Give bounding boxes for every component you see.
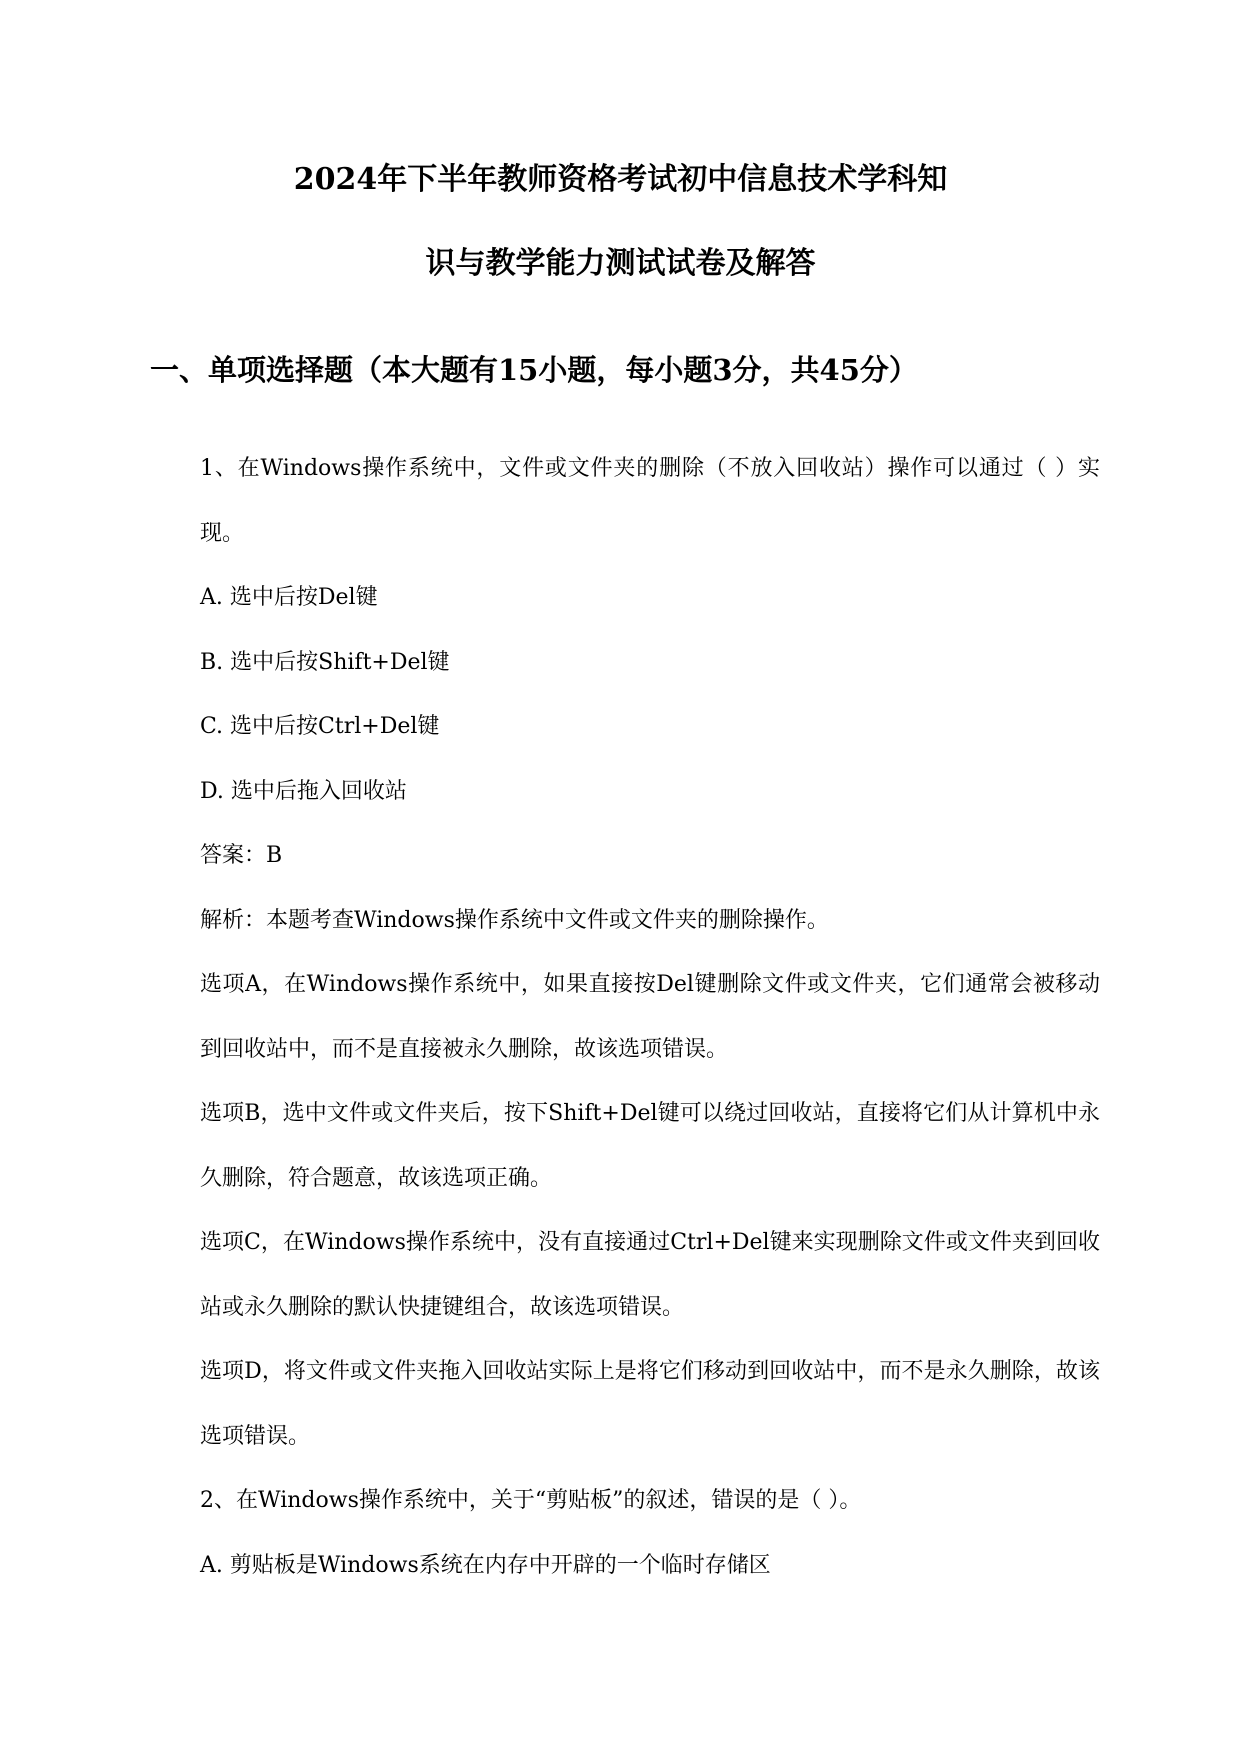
question-1-analysis-option-d: 选项D，将文件或文件夹拖入回收站实际上是将它们移动到回收站中，而不是永久删除，故该选项错误。 [200, 1359, 1100, 1449]
document-body [200, 437, 1100, 1598]
question-2-stem: 2、在Windows操作系统中，关于“剪贴板”的叙述，错误的是（ ）。 [200, 1488, 862, 1513]
question-1-analysis-option-a: 选项A，在Windows操作系统中，如果直接按Del键删除文件或文件夹，它们通常会被移动到回收站中，而不是直接被永久删除，故该选项错误。 [200, 972, 1100, 1062]
question-1-answer: 答案：B [200, 843, 283, 868]
question-2-option-a: A. 剪贴板是Windows系统在内存中开辟的一个临时存储区 [200, 1552, 771, 1578]
section-heading-single-choice: 一、单项选择题（本大题有15小题，每小题3分，共45分） [150, 353, 918, 387]
question-1-option-c: C. 选中后按Ctrl+Del键 [200, 714, 440, 739]
question-1-analysis-option-c: 选项C，在Windows操作系统中，没有直接通过Ctrl+Del键来实现删除文件或文件夹到回收站或永久删除的默认快捷键组合，故该选项错误。 [200, 1230, 1100, 1320]
document-title-line-2: 识与教学能力测试试卷及解答 [425, 246, 816, 281]
question-1-option-a: A. 选中后按Del键 [200, 585, 378, 610]
document-title-line-1: 2024年下半年教师资格考试初中信息技术学科知 [293, 162, 948, 197]
question-1-analysis-option-b: 选项B，选中文件或文件夹后，按下Shift+Del键可以绕过回收站，直接将它们从计算机中永久删除，符合题意，故该选项正确。 [200, 1101, 1100, 1191]
question-1-option-b: B. 选中后按Shift+Del键 [200, 649, 450, 675]
question-1-option-d: D. 选中后拖入回收站 [200, 778, 407, 804]
question-1-stem: 1、在Windows操作系统中，文件或文件夹的删除（不放入回收站）操作可以通过（ ）实现。 [200, 456, 1100, 546]
question-1-analysis-intro: 解析：本题考查Windows操作系统中文件或文件夹的删除操作。 [200, 907, 829, 933]
